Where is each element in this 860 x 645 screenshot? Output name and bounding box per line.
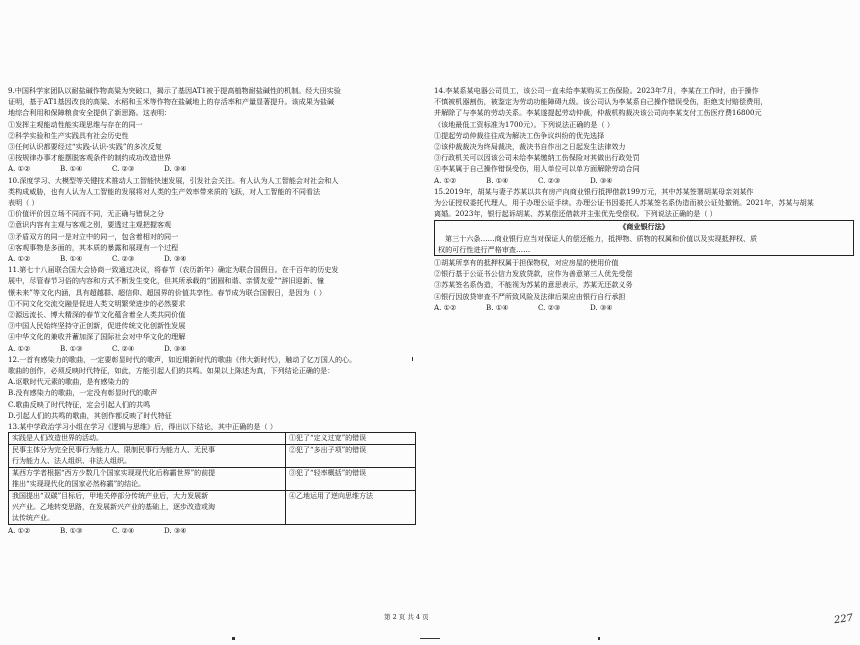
q13-answer-choices	[8, 525, 418, 536]
choice-c[interactable]: C. ②③	[112, 164, 135, 174]
q10-stem-line: 表明（ ）	[8, 198, 39, 208]
q11-option: ④中华文化的兼收并蓄加深了国际社会对中华文化的理解	[8, 332, 186, 342]
right-column	[434, 85, 854, 313]
question-11	[8, 264, 418, 354]
law-title: 《商业银行法》	[619, 222, 669, 232]
q10-option: ③矛盾双方的同一是对立中的同一，包含着相对的同一	[8, 231, 179, 241]
q11-option: ③中国人民始终坚持守正创新，促进传统文化创新性发展	[8, 321, 186, 331]
q9-stem-line: 地综合利用和保障粮食安全提供了新思路。这表明：	[8, 108, 172, 118]
table-cell: ①犯了“定义过宽”的错误	[286, 433, 416, 445]
q11-option: ①不同文化交流交融是促进人类文明繁荣进步的必然要求	[8, 298, 186, 308]
q15-answer-choices	[434, 302, 854, 313]
table-cell: 民事主体分为完全民事行为能力人、限制民事行为能力人、无民事 行为能力人、法人组织、非法人组织。	[9, 445, 286, 468]
q10-option: ②意识内容有主观与客观之别，要透过主观把握客观	[8, 220, 172, 230]
q14-option: ④李某属于自己操作错误受伤，用人单位可以单方面解除劳动合同	[434, 164, 640, 174]
table-cell: 实践是人们改造世界的活动。	[9, 433, 286, 445]
table-cell: 我国提出“双碳”目标后，甲地关停部分传统产业后，大力发展新 兴产业。乙地转变思路，在发展新兴产业的基础上，逐步改造或淘 汰传统产业。	[9, 491, 286, 525]
question-13	[8, 421, 418, 536]
scan-mark	[232, 637, 235, 640]
q9-stem-line: 证明，基于AT1基因改良的高粱、水稻和玉米等作物在盐碱地上的存活率和产量显著提升。该成果为盐碱	[8, 97, 335, 107]
choice-d[interactable]: D. ③④	[164, 164, 187, 174]
q9-option: ③任何认识都要经过“实践-认识-实践”的多次反复	[8, 142, 162, 152]
left-column	[8, 85, 418, 537]
q11-stem-line: 11.第七十八届联合国大会协商一致通过决议，将春节（农历新年）确定为联合国假日。在千百年的历史发	[8, 265, 339, 275]
choice-b[interactable]: B. ①④	[486, 302, 509, 312]
q12-option[interactable]: D.引起人们的共鸣的歌曲，其创作都反映了时代特征	[8, 410, 172, 420]
q15-stem-line: 15.2019年，胡某与妻子苏某以共有房产向商业银行抵押借款199万元，其中苏某签署胡某母亲刘某作	[434, 186, 754, 196]
choice-a[interactable]: A. ①②	[8, 254, 31, 264]
q12-stem-line: 12.一首有感染力的歌曲，一定要彰显时代的歌声，如近期新时代的歌曲《伟大新时代》，触动了亿万国人的心。	[8, 354, 357, 364]
q12-option[interactable]: B.没有感染力的歌曲，一定没有彰显时代的歌声	[8, 388, 158, 398]
q9-option: ①发挥主观能动性能实现思维与存在的同一	[8, 119, 143, 129]
table-cell: ③犯了“轻率概括”的错误	[286, 468, 416, 491]
law-text-line: 第三十六条……商业银行应当对保证人的偿还能力，抵押物、质物的权属和价值以及实现抵押权、质	[445, 233, 758, 243]
question-14	[434, 85, 854, 186]
q14-answer-choices	[434, 175, 854, 186]
question-10	[8, 175, 418, 265]
q15-option: ②银行基于公证书公信力发放贷款，应作为善意第三人优先受偿	[434, 269, 633, 279]
table-row	[9, 491, 416, 525]
choice-c[interactable]: C. ②③	[538, 175, 561, 185]
choice-a[interactable]: A. ①②	[8, 526, 31, 536]
q9-stem-line: 9.中国科学家团队以耐盐碱作物高粱为突破口，揭示了基因AT1被于提高植物耐盐碱性的机制。经大田实验	[8, 86, 341, 95]
q13-stem: 13.某中学政治学习小组在学习《逻辑与思维》后，得出以下结论，其中正确的是（ ）	[8, 422, 277, 432]
q9-option: ②科学实验和生产实践具有社会历史性	[8, 130, 129, 140]
q10-option: ①价值评价因立场不同而不同，无正确与错误之分	[8, 209, 165, 219]
q14-option: ③行政机关可以因该公司未给李某缴纳工伤保险对其做出行政处罚	[434, 153, 640, 163]
q9-option: ④按规律办事才能摆脱客观条件的制约成功改造世界	[8, 153, 172, 163]
choice-b[interactable]: B. ①④	[486, 175, 509, 185]
choice-c[interactable]: C. ②③	[112, 254, 135, 264]
question-15	[434, 186, 854, 313]
q15-stem-line: 离婚。2023年，银行起诉胡某、苏某偿还借款并主张优先受偿权。下列说法正确的是（ ）	[434, 209, 717, 219]
choice-a[interactable]: A. ①②	[434, 302, 457, 312]
choice-c[interactable]: C. ②③	[538, 302, 561, 312]
table-row	[9, 433, 416, 445]
table-row	[9, 468, 416, 491]
table-row	[9, 445, 416, 468]
scan-mark	[412, 357, 413, 361]
q14-option: ①提起劳动仲裁往往成为解决工伤争议纠纷的优先选择	[434, 130, 605, 140]
q10-option: ④客观事物是多面的，其本质的暴露和展现有一个过程	[8, 242, 179, 252]
q14-stem-line: 并解除了与李某的劳动关系。李某遂提起劳动仲裁，仲裁机构裁决该公司向李某支付工伤医疗费16800元	[434, 108, 762, 118]
choice-d[interactable]: D. ③④	[164, 526, 187, 536]
q11-stem-line: 展中，尽管春节习俗的内容和方式不断发生变化，但其所承载的“团圆和谐、亲情友爱”“辞旧迎新、憧	[8, 276, 324, 286]
page-footer: 第 2 页 共 4 页	[384, 613, 429, 621]
law-text-line: 权的可行性进行严格审查……	[438, 244, 531, 254]
q11-stem-line: 憬未来”等文化内涵，具有超越群、超信仰、超国界的价值共享性。春节成为联合国假日，是因为（ ）	[8, 287, 327, 297]
scan-mark	[420, 638, 440, 639]
q15-option: ③苏某签名系伪造，不能视为苏某的意思表示，苏某无还款义务	[434, 280, 633, 290]
scan-mark	[598, 637, 600, 640]
choice-a[interactable]: A. ①②	[8, 343, 31, 353]
q10-answer-choices	[8, 253, 418, 264]
question-12	[8, 354, 418, 421]
q11-answer-choices	[8, 343, 418, 354]
table-cell: ②犯了“多出子项”的错误	[286, 445, 416, 468]
choice-d[interactable]: D. ③④	[164, 343, 187, 353]
q15-option: ④银行因放贷审查不严所致风险及法律后果应由银行自行承担	[434, 291, 626, 301]
choice-b[interactable]: B. ①④	[60, 164, 83, 174]
q10-stem-line: 10.深度学习、大模型等关键技术推动人工智能快速发展，引发社会关注。有人认为人工智能会对社会和人	[8, 175, 339, 185]
q15-stem-line: 为公证授权委托代理人，用于办理公证手续。办理公证书因委托人苏某签名系伪造而被公证处撤销。2021年，苏某与胡某	[434, 198, 814, 208]
q15-option: ①胡某所享有的抵押权属于担保物权，对应房屋的使用价值	[434, 258, 619, 268]
choice-c[interactable]: C. ②④	[112, 526, 135, 536]
q12-option[interactable]: A.讴歌时代元素的歌曲，是有感染力的	[8, 377, 129, 387]
choice-a[interactable]: A. ①②	[8, 164, 31, 174]
choice-d[interactable]: D. ③④	[590, 175, 613, 185]
choice-b[interactable]: B. ①③	[60, 526, 83, 536]
choice-d[interactable]: D. ③④	[590, 302, 613, 312]
q14-stem-line: 14.李某系某电器公司员工，该公司一直未给李某购买工伤保险。2023年7月，李某在工作时，由于操作	[434, 86, 759, 95]
q14-option: ②该仲裁裁决为终局裁决，裁决书自作出之日起发生法律效力	[434, 142, 626, 152]
choice-c[interactable]: C. ②④	[112, 343, 135, 353]
q14-stem-line: 不慎被机器割伤，被鉴定为劳动功能障碍九级。该公司认为李某系自己操作错误受伤，拒绝支付赔偿费用，	[434, 97, 768, 107]
choice-a[interactable]: A. ①②	[434, 175, 457, 185]
q14-stem-line: （该地最低工资标准为1700元）。下列说法正确的是（ ）	[434, 119, 614, 129]
table-cell: ④乙地运用了逆向思维方法	[286, 491, 416, 525]
law-excerpt-box	[434, 220, 854, 256]
q11-option: ②源远流长、博大精深的春节文化蕴含着全人类共同价值	[8, 310, 186, 320]
q9-answer-choices	[8, 163, 418, 174]
choice-b[interactable]: B. ①④	[60, 254, 83, 264]
q12-option[interactable]: C.歌曲反映了时代特征，定会引起人们的共鸣	[8, 399, 151, 409]
table-cell: 某西方学者根据“西方少数几个国家实现现代化后称霸世界”的前提 推出“实现现代化的国家必然称霸”的结论。	[9, 468, 286, 491]
choice-d[interactable]: D. ③④	[164, 254, 187, 264]
q13-table	[8, 432, 416, 525]
q12-stem-line: 歌曲的创作，必须反映时代特征，如此，方能引起人们的共鸣。如果以上陈述为真，下列结论正确的是：	[8, 366, 335, 376]
q10-stem-line: 类构成威胁，也有人认为人工智能的发展将对人类的生产效率带来质的飞跃，对人工智能的不同看法	[8, 186, 321, 196]
handwritten-scribble: 227	[833, 612, 854, 627]
question-9	[8, 85, 418, 175]
choice-b[interactable]: B. ①③	[60, 343, 83, 353]
